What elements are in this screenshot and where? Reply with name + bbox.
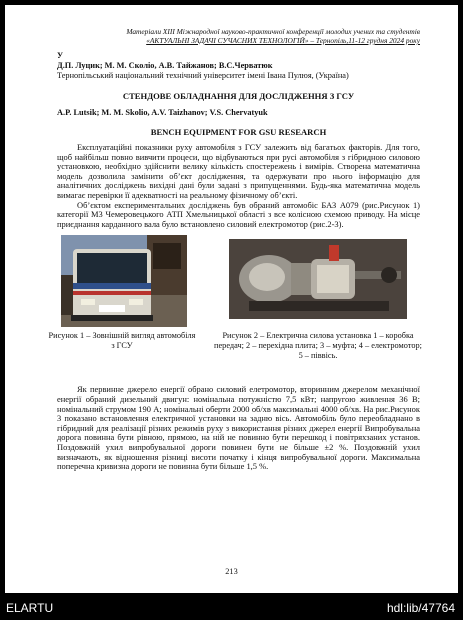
repository-name: ELARTU bbox=[6, 601, 54, 615]
authors-ua: Д.П. Луцик; М. М. Сколіо, А.В. Тайжанов; В.С.Черватюк bbox=[57, 61, 273, 70]
title-en: BENCH EQUIPMENT FOR GSU RESEARCH bbox=[150, 127, 327, 137]
handle-identifier: hdl:lib/47764 bbox=[386, 601, 455, 615]
document-page bbox=[5, 5, 458, 593]
header-line-2: «АКТУАЛЬНІ ЗАДАЧІ СУЧАСНИХ ТЕХНОЛОГІЙ» – Тернопіль,11-12 грудня 2024 року bbox=[146, 36, 420, 45]
conference-header bbox=[57, 27, 420, 45]
figures-row bbox=[48, 235, 422, 363]
repository-footer bbox=[0, 598, 463, 620]
udc-code: У bbox=[57, 51, 64, 60]
figure-2-powertrain-photo bbox=[229, 239, 407, 319]
authors-en: A.P. Lutsik; M. M. Skolio, A.V. Taizhanov; V.S. Chervatyuk bbox=[57, 108, 268, 117]
title-ua: СТЕНДОВЕ ОБЛАДНАННЯ ДЛЯ ДОСЛІДЖЕННЯ З ГСУ bbox=[122, 91, 355, 101]
paragraph-energy-source: Як первинне джерело енергії обрано силовий елетромотор, вторинним джерелом механічної енергії обраний дизельний двигун: номінальна потужністю 7,5 кВт; напругою живлення 36 В; номінальний струмом 190 А; номінальні оберти 2000 об/хв максимальні 4000 об/хв. На рис.Рисунок 3 показано встановлення електричної установки на задню вісь. Автомобіль було переобладнано в гібридний для реалізації різних режимів руху з використання різних джерел енергії Випробувальна дорога повинна бути рівною, прямою, на ній не повинно бути перешкод і повітряхзаних установ. Поздовжній ухил випробувальної дороги повинен бути не більше ±2 %. Поздовжній ухил визначають, як відношення різниці висоти початку і кінця випробувальної дороги. Максимальна поперечна кривизна дороги не повинна бути більше 1,5 %. bbox=[57, 384, 420, 472]
figure-1-caption: Рисунок 1 – Зовнішній вигляд автомобіля з ГСУ bbox=[48, 331, 196, 351]
page-number: 213 bbox=[225, 567, 238, 576]
paragraph-intro: Експлуатаційні показники руху автомобіля з ГСУ залежить від багатьох факторів. Для того, щоб найбільш повно вивчити процеси, що відбуваються при русі автомобіля з гібридною силовою установкою, необхідно здійснити велику кількість спостережень і вимірів. Створена математична модель дозволила замінити об’єкт дослідження, та одержувати про нього інформацію для аналітичних досліджень вихідні дані були задані з припущеннями. Будь-яка математична модель вимагає перевірки її адекватності на реальному фізичному об’єкті. bbox=[57, 142, 420, 200]
figure-1-bus-photo bbox=[61, 235, 187, 327]
figure-2-caption: Рисунок 2 – Електрична силова установка 1 – коробка передач; 2 – перехідна плита; 3 – муфта; 4 – електромотор; 5 – піввісь. bbox=[214, 331, 422, 361]
affiliation: Тернопільський національний технічний університет імені Івана Пулюя, (Україна) bbox=[57, 71, 349, 80]
paragraph-object: Об’єктом експериментальних досліджень був обраний автомобіс БАЗ А079 (рис.Рисунок 1) категорії М3 Чемеровецького АТП Хмельницької області з все колісною схемою приводу. На місце приєднання карданного вала було встановлено силовий електромотор (рис.2-3). bbox=[57, 199, 420, 229]
header-line-1: Матеріали XIII Міжнародної науково-практичної конференції молодих учених та студентів bbox=[126, 27, 420, 36]
